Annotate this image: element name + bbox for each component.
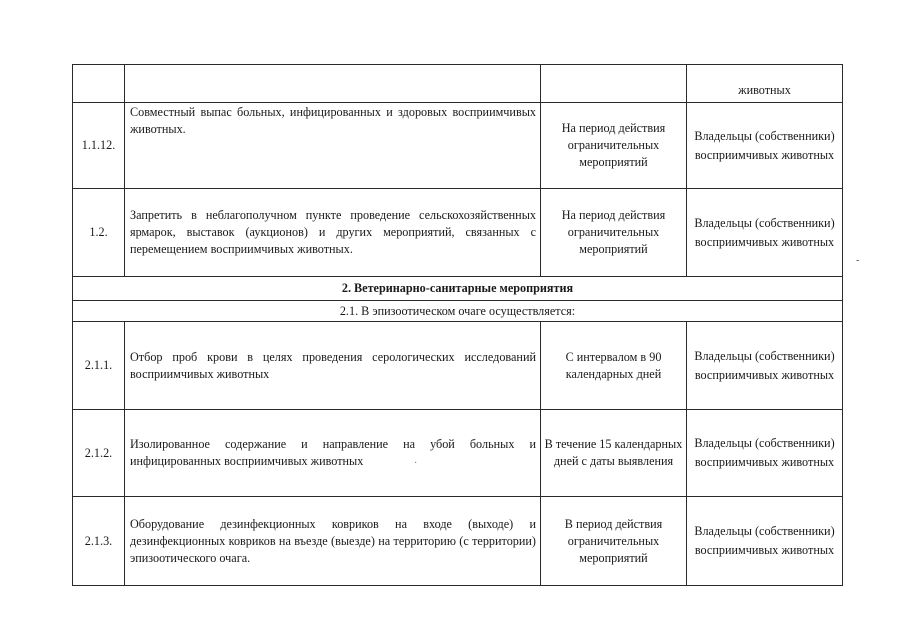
measure-text: Изолированное содержание и направление на убой больных и инфицированных восприимчивых животных: [125, 410, 541, 497]
row-number: 2.1.2.: [73, 410, 125, 497]
measure-text: Запретить в неблагополучном пункте проведение сельскохозяйственных ярмарок, выставок (аукционов) и других мероприятий, связанных с перемещением восприимчивых животных.: [125, 189, 541, 277]
scan-artifact-tick: ·: [414, 458, 418, 469]
row-number: 2.1.3.: [73, 497, 125, 586]
measure-term: [541, 65, 687, 103]
table-row: [73, 65, 843, 103]
measure-responsible: Владельцы (собственники) восприимчивых животных: [687, 189, 843, 277]
table-row: [73, 322, 843, 410]
table-row: [73, 497, 843, 586]
measure-text: [125, 65, 541, 103]
table-row: [73, 410, 843, 497]
section-row: [73, 277, 843, 301]
measures-table: [72, 64, 843, 586]
measure-responsible: Владельцы (собственники) восприимчивых животных: [687, 410, 843, 497]
table-row: [73, 189, 843, 277]
section-title: 2. Ветеринарно-санитарные мероприятия: [73, 277, 843, 301]
row-number: [73, 65, 125, 103]
row-number: 1.2.: [73, 189, 125, 277]
measure-text: Отбор проб крови в целях проведения серологических исследований восприимчивых животных: [125, 322, 541, 410]
measure-term: На период действия ограничительных мероприятий: [541, 189, 687, 277]
measure-term: На период действия ограничительных мероприятий: [541, 103, 687, 189]
row-number: 1.1.12.: [73, 103, 125, 189]
subsection-title: 2.1. В эпизоотическом очаге осуществляется:: [73, 301, 843, 322]
measure-responsible: животных: [687, 65, 843, 103]
measure-text: Оборудование дезинфекционных ковриков на входе (выходе) и дезинфекционных ковриков на въезде (выезде) на территорию (с территории) эпизоотического очага.: [125, 497, 541, 586]
table-row: [73, 103, 843, 189]
scan-artifact-dot: -: [856, 255, 860, 266]
subsection-row: [73, 301, 843, 322]
measure-text: Совместный выпас больных, инфицированных и здоровых восприимчивых животных.: [125, 103, 541, 189]
measure-term: С интервалом в 90 календарных дней: [541, 322, 687, 410]
measure-responsible: Владельцы (собственники) восприимчивых животных: [687, 103, 843, 189]
row-number: 2.1.1.: [73, 322, 125, 410]
measure-term: В период действия ограничительных мероприятий: [541, 497, 687, 586]
measure-responsible: Владельцы (собственники) восприимчивых животных: [687, 497, 843, 586]
measure-responsible: Владельцы (собственники) восприимчивых животных: [687, 322, 843, 410]
measure-term: В течение 15 календарных дней с даты выявления: [541, 410, 687, 497]
